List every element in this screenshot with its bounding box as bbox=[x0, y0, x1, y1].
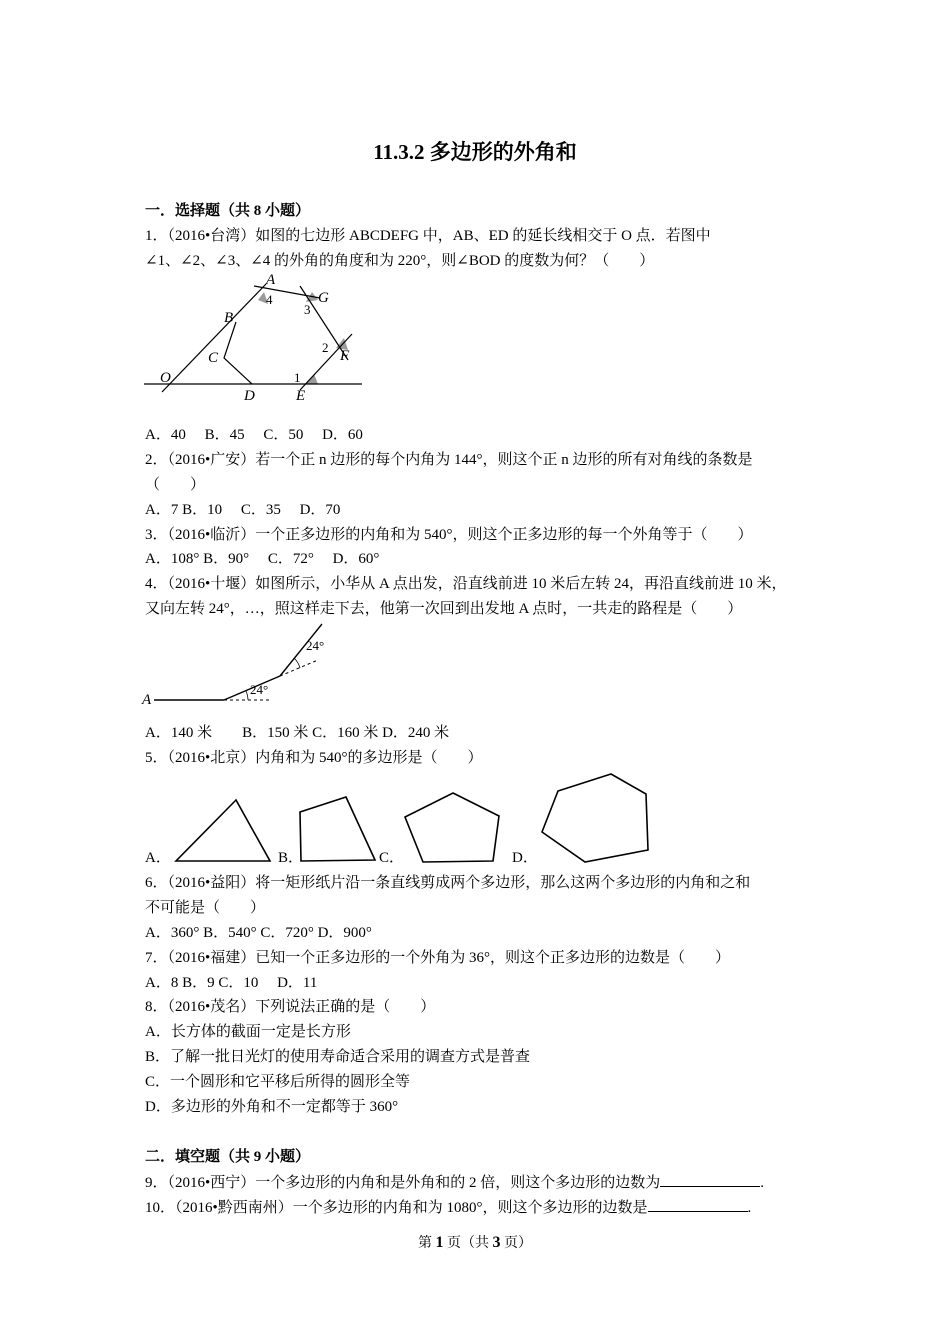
q6-options: A．360° B．540° C．720° D．900° bbox=[145, 925, 372, 941]
q4-line2: 又向左转 24°，…，照这样走下去，他第一次回到出发地 A 点时，一共走的路程是（ ） bbox=[145, 601, 743, 617]
q4-options: A．140 米 B．150 米 C．160 米 D．240 米 bbox=[145, 725, 450, 741]
label-G: G bbox=[318, 290, 329, 306]
page-footer bbox=[0, 1232, 950, 1252]
angle-1-shade bbox=[306, 374, 318, 384]
q4-line1: 4．（2016•十堰）如图所示，小华从 A 点出发，沿直线前进 10 米后左转 24，再沿直线前进 10 米， bbox=[145, 576, 787, 592]
triangle-shape bbox=[176, 800, 270, 861]
page-title: 11.3.2 多边形的外角和 bbox=[373, 140, 577, 164]
q9-answer-blank[interactable] bbox=[660, 1172, 760, 1187]
q8-line1: 8．（2016•茂名）下列说法正确的是（ ） bbox=[145, 999, 436, 1015]
q8-option-a: A．长方体的截面一定是长方形 bbox=[145, 1024, 351, 1040]
q10-end: . bbox=[747, 1200, 752, 1216]
label-angle-1: 1 bbox=[294, 370, 301, 385]
q8-option-c: C．一个圆形和它平移后所得的圆形全等 bbox=[145, 1074, 411, 1090]
angle-arc-1 bbox=[246, 691, 248, 700]
q5-option-b: B． bbox=[278, 850, 304, 866]
q1-heptagon-figure bbox=[140, 272, 370, 406]
label-F: F bbox=[340, 348, 350, 364]
label-C: C bbox=[208, 350, 219, 366]
q5-shapes-figure bbox=[140, 768, 660, 872]
label-angle-24-upper: 24° bbox=[306, 638, 325, 653]
label-A: A bbox=[266, 272, 276, 288]
q9-text: 9．（2016•西宁）一个多边形的内角和是外角和的 2 倍，则这个多边形的边数为 bbox=[145, 1175, 661, 1191]
q2-line2: （ ） bbox=[145, 477, 206, 493]
q8-option-b: B．了解一批日光灯的使用寿命适合采用的调查方式是普查 bbox=[145, 1049, 531, 1065]
label-D: D bbox=[244, 388, 255, 404]
sides-bcd bbox=[224, 322, 252, 384]
footer-post: 页） bbox=[500, 1236, 532, 1251]
pentagon-shape bbox=[405, 793, 499, 862]
q1-line2: ∠1、∠2、∠3、∠4 的外角的角度和为 220°，则∠BOD 的度数为何？（ ） bbox=[145, 253, 655, 269]
q5-option-d: D． bbox=[512, 850, 538, 866]
q6-line1: 6．（2016•益阳）将一矩形纸片沿一条直线剪成两个多边形，那么这两个多边形的内角和之和 bbox=[145, 875, 751, 891]
label-angle-4: 4 bbox=[266, 292, 273, 307]
q7-options: A．8 B．9 C．10 D．11 bbox=[145, 975, 318, 991]
label-angle-24-lower: 24° bbox=[250, 682, 269, 697]
label-A: A bbox=[142, 692, 152, 708]
hexagon-shape bbox=[542, 774, 648, 862]
line-oa bbox=[162, 284, 266, 392]
q2-options: A．7 B．10 C．35 D．70 bbox=[145, 502, 341, 518]
q1-options: A．40 B．45 C．50 D．60 bbox=[145, 427, 363, 443]
footer-pre: 第 bbox=[418, 1236, 436, 1251]
q5-line1: 5．（2016•北京）内角和为 540°的多边形是（ ） bbox=[145, 750, 483, 766]
q5-option-c: C． bbox=[379, 850, 405, 866]
label-O: O bbox=[160, 370, 171, 386]
q2-line1: 2．（2016•广安）若一个正 n 边形的每个内角为 144°，则这个正 n 边形的所有对角线的条数是 bbox=[145, 452, 753, 468]
label-angle-3: 3 bbox=[304, 302, 311, 317]
q4-path-figure bbox=[140, 620, 340, 712]
section-heading-choice: 一．选择题（共 8 小题） bbox=[145, 203, 311, 219]
q10-text: 10．（2016•黔西南州）一个多边形的内角和为 1080°，则这个多边形的边数是 bbox=[145, 1200, 648, 1216]
quadrilateral-shape bbox=[300, 797, 375, 861]
q7-line1: 7．（2016•福建）已知一个正多边形的一个外角为 36°，则这个正多边形的边数是（ ） bbox=[145, 950, 731, 966]
section-heading-fill: 二．填空题（共 9 小题） bbox=[145, 1149, 311, 1165]
footer-mid: 页（共 bbox=[443, 1236, 493, 1251]
label-B: B bbox=[224, 310, 234, 326]
q1-line1: 1．（2016•台湾）如图的七边形 ABCDEFG 中，AB、ED 的延长线相交于 O 点．若图中 bbox=[145, 228, 711, 244]
q9-line bbox=[145, 1172, 764, 1193]
q3-line1: 3．（2016•临沂）一个正多边形的内角和为 540°，则这个正多边形的每一个外角等于（ ） bbox=[145, 527, 753, 543]
q3-options: A．108° B．90° C．72° D．60° bbox=[145, 551, 380, 567]
q9-end: . bbox=[760, 1175, 765, 1191]
label-angle-2: 2 bbox=[322, 340, 329, 355]
footer-page-number: 1 bbox=[435, 1234, 444, 1251]
label-E: E bbox=[296, 388, 306, 404]
q6-line2: 不可能是（ ） bbox=[145, 900, 266, 916]
angle-arc-2 bbox=[294, 658, 300, 668]
q10-answer-blank[interactable] bbox=[648, 1197, 748, 1212]
footer-total-pages: 3 bbox=[492, 1234, 501, 1251]
q10-line bbox=[145, 1197, 751, 1218]
q8-option-d: D．多边形的外角和不一定都等于 360° bbox=[145, 1099, 399, 1115]
q5-option-a: A． bbox=[145, 850, 171, 866]
